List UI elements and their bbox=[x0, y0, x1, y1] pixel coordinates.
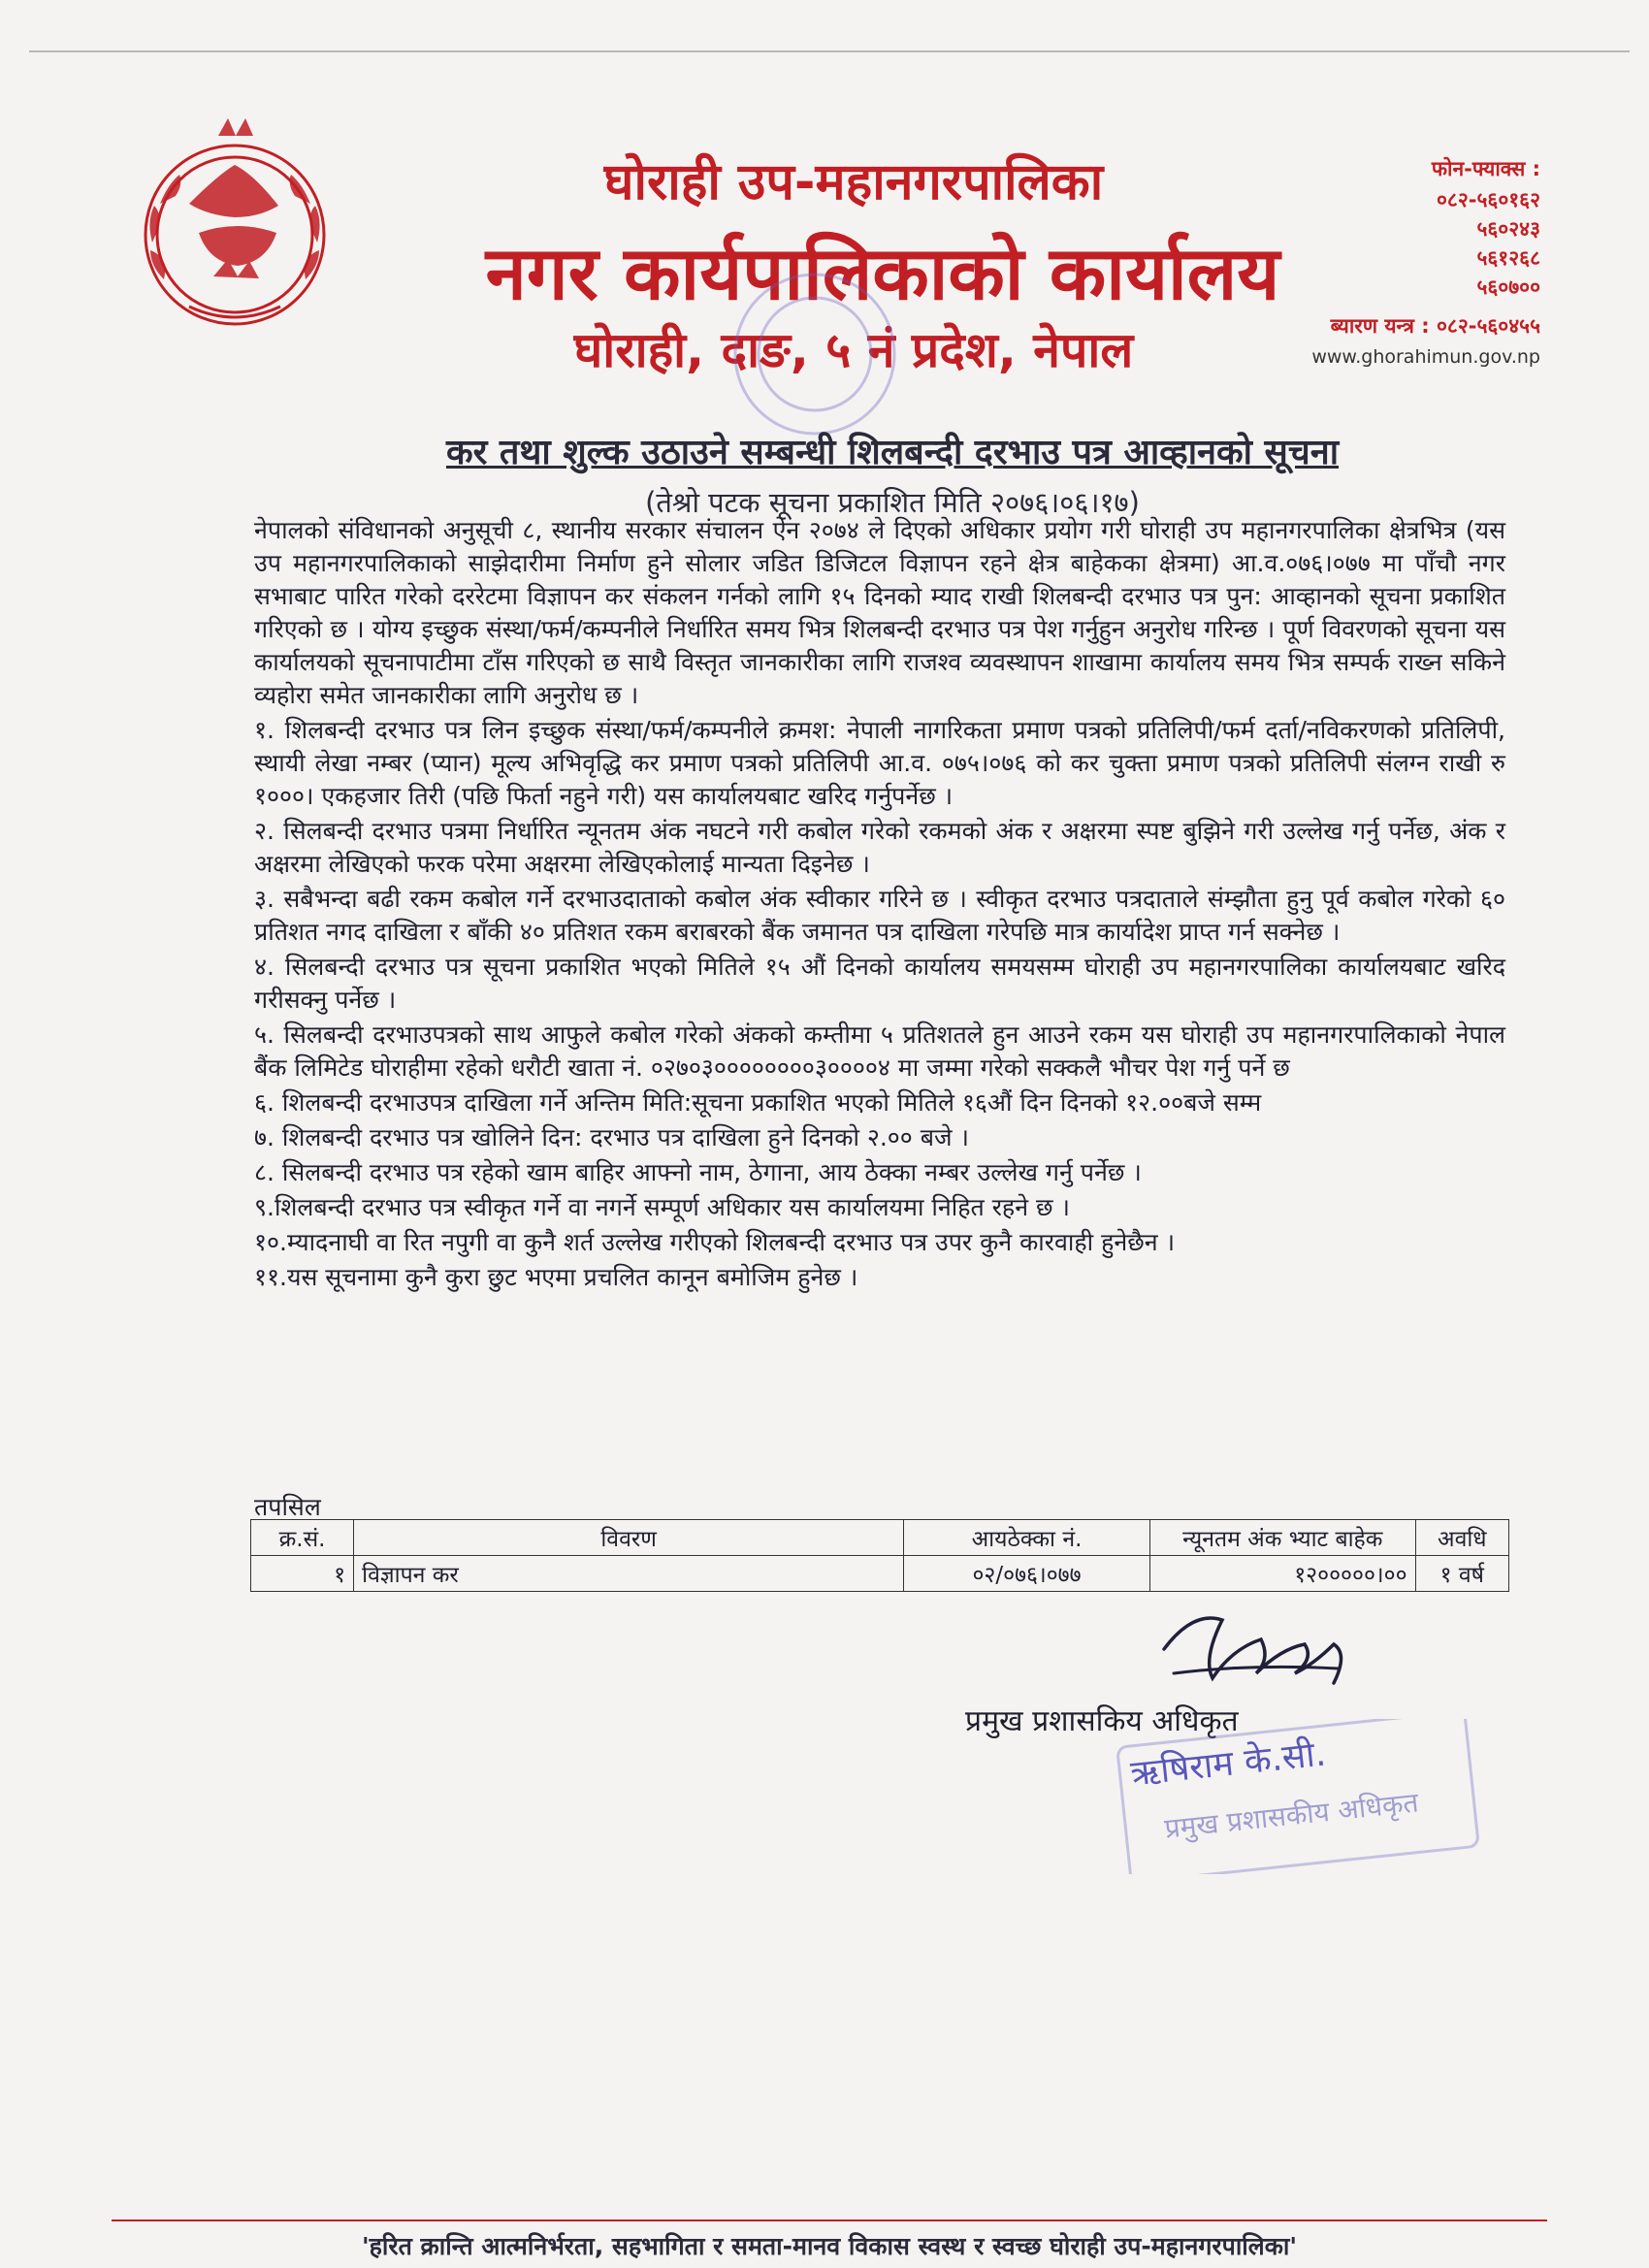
notice-body bbox=[254, 514, 1505, 1294]
office-address: घोराही, दाङ, ५ नं प्रदेश, नेपाल bbox=[573, 322, 1134, 378]
notice-item-7: ७. शिलबन्दी दरभाउ पत्र खोलिने दिन: दरभाउ पत्र दाखिला हुने दिनको २.०० बजे । bbox=[254, 1123, 970, 1151]
schedule-table bbox=[250, 1519, 1509, 1592]
col-description: विवरण bbox=[354, 1520, 904, 1556]
notice-item-2: २. सिलबन्दी दरभाउ पत्रमा निर्धारित न्यूनतम अंक नघटने गरी कबोल गरेको रकमको अंक र अक्षरमा स्पष्ट बुझिने गरी उल्लेख गर्नु पर्नेछ, अंक र अक्षरमा लेखिएको फरक परेमा अक्षरमा लेखिएकोलाई मान्यता दिइनेछ । bbox=[254, 817, 1505, 878]
col-duration: अवधि bbox=[1415, 1520, 1508, 1556]
col-contract-no: आयठेक्का नं. bbox=[904, 1520, 1150, 1556]
cell-description: विज्ञापन कर bbox=[354, 1556, 904, 1592]
stamp-post: प्रमुख प्रशासकीय अधिकृत bbox=[1163, 1786, 1420, 1845]
notice-item-8: ८. सिलबन्दी दरभाउ पत्र रहेको खाम बाहिर आफ्नो नाम, ठेगाना, आय ठेक्का नम्बर उल्लेख गर्नु पर्नेछ । bbox=[254, 1158, 1142, 1186]
stamp-name: ऋषिराम के.सी. bbox=[1128, 1733, 1328, 1795]
signatory-designation: प्रमुख प्रशासकिय अधिकृत bbox=[965, 1704, 1239, 1738]
table-row bbox=[251, 1556, 1509, 1592]
notice-intro: नेपालको संविधानको अनुसूची ८, स्थानीय सरकार संचालन ऐन २०७४ ले दिएको अधिकार प्रयोग गरी घोराही उप महानगरपालिका क्षेत्रभित्र (यस उप महानगरपालिकाको साझेदारीमा निर्माण हुने सोलार जडित डिजिटल विज्ञापन रहने क्षेत्र बाहेकका क्षेत्रमा) आ.व.०७६।०७७ मा पाँचौ नगर सभाबाट पारित गरेको दररेटमा विज्ञापन कर संकलन गर्नको लागि १५ दिनको म्याद राखी शिलबन्दी दरभाउ पत्र पुन: आव्हानको सूचना प्रकाशित गरिएको छ । योग्य इच्छुक संस्था/फर्म/कम्पनीले निर्धारित समय भित्र शिलबन्दी दरभाउ पत्र पेश गर्नुहुन अनुरोध गरिन्छ । पूर्ण विवरणको सूचना यस कार्यालयको सूचनापाटीमा टाँस गरिएको छ साथै विस्तृत जानकारीका लागि राजश्व व्यवस्थापन शाखामा कार्यालय समय भित्र सम्पर्क राख्न सकिने व्यहोरा समेत जानकारीका लागि अनुरोध छ । bbox=[254, 516, 1505, 709]
website-link[interactable]: www.ghorahimun.gov.np bbox=[1311, 346, 1540, 368]
notice-item-10: १०.म्यादनाघी वा रित नपुगी वा कुनै शर्त उल्लेख गरीएको शिलबन्दी दरभाउ पत्र उपर कुनै कारवाही हुनेछैन । bbox=[254, 1228, 1176, 1256]
office-seal-stamp bbox=[718, 257, 912, 451]
col-minimum-amount: न्यूनतम अंक भ्याट बाहेक bbox=[1149, 1520, 1415, 1556]
phone-number-1: ०८२-५६०१६२ bbox=[1437, 188, 1540, 211]
footer-rule bbox=[112, 2219, 1547, 2221]
notice-item-4: ४. सिलबन्दी दरभाउ पत्र सूचना प्रकाशित भएको मितिले १५ औं दिनको कार्यालय समयसम्म घोराही उप महानगरपालिका कार्यालयबाट खरिद गरीसक्नु पर्नेछ । bbox=[254, 953, 1505, 1014]
notice-subtitle: (तेश्रो पटक सूचना प्रकाशित मिति २०७६।०६।१७) bbox=[645, 486, 1140, 519]
phone-number-3: ५६१२६८ bbox=[1476, 246, 1540, 270]
municipality-name: घोराही उप-महानगरपालिका bbox=[603, 153, 1104, 211]
notice-item-9: ९.शिलबन्दी दरभाउ पत्र स्वीकृत गर्ने वा नगर्ने सम्पूर्ण अधिकार यस कार्यालयमा निहित रहने छ । bbox=[254, 1193, 1070, 1221]
phone-number-2: ५६०२४३ bbox=[1476, 217, 1540, 241]
notice-item-3: ३. सबैभन्दा बढी रकम कबोल गर्ने दरभाउदाताको कबोल अंक स्वीकार गरिने छ । स्वीकृत दरभाउ पत्रदाताले संम्झौता हुनु पूर्व कबोल गरेको ६० प्रतिशत नगद दाखिला र बाँकी ४० प्रतिशत रकम बराबरको बैंक जमानत पत्र दाखिला गरेपछि मात्र कार्यादेश प्राप्त गर्न सक्नेछ । bbox=[254, 885, 1505, 946]
notice-item-6: ६. शिलबन्दी दरभाउपत्र दाखिला गर्ने अन्तिम मिति:सूचना प्रकाशित भएको मितिले १६औं दिन दिनको १२.००बजे सम्म bbox=[254, 1088, 1262, 1117]
cell-contract-no: ०२/०७६।०७७ bbox=[904, 1556, 1150, 1592]
office-name: नगर कार्यपालिकाको कार्यालय bbox=[485, 230, 1280, 316]
notice-item-1: १. शिलबन्दी दरभाउ पत्र लिन इच्छुक संस्था/फर्म/कम्पनीले क्रमश: नेपाली नागरिकता प्रमाण पत्रको प्रतिलिपी/फर्म दर्ता/नविकरणको प्रतिलिपी, स्थायी लेखा नम्बर (प्यान) मूल्य अभिवृद्धि कर प्रमाण पत्रको प्रतिलिपी आ.व. ०७५।०७६ को कर चुक्ता प्रमाण पत्रको प्रतिलिपी संलग्न राखी रु १०००। एकहजार तिरी (पछि फिर्ता नहुने गरी) यस कार्यालयबाट खरिद गर्नुपर्नेछ । bbox=[254, 716, 1505, 810]
table-header-row bbox=[251, 1520, 1509, 1556]
footer-slogan: 'हरित क्रान्ति आत्मनिर्भरता, सहभागिता र समता-मानव विकास स्वस्थ र स्वच्छ घोराही उप-महानगरपालिका' bbox=[361, 2232, 1298, 2260]
nepal-government-emblem-icon bbox=[121, 116, 349, 344]
cell-duration: १ वर्ष bbox=[1415, 1556, 1508, 1592]
top-rule bbox=[29, 50, 1630, 52]
schedule-label: तपसिल bbox=[254, 1493, 321, 1521]
cell-serial: १ bbox=[251, 1556, 354, 1592]
cell-minimum-amount: १२०००००।०० bbox=[1149, 1556, 1415, 1592]
notice-title: कर तथा शुल्क उठाउने सम्बन्धी शिलबन्दी दरभाउ पत्र आव्हानको सूचना bbox=[445, 433, 1340, 472]
phone-number-4: ५६०७०० bbox=[1476, 275, 1540, 299]
col-serial: क्र.सं. bbox=[251, 1520, 354, 1556]
phone-label: फोन-फ्याक्स : bbox=[1431, 157, 1540, 180]
notice-item-11: ११.यस सूचनामा कुनै कुरा छुट भएमा प्रचलित कानून बमोजिम हुनेछ । bbox=[254, 1263, 858, 1291]
notice-item-5: ५. सिलबन्दी दरभाउपत्रको साथ आफुले कबोल गरेको अंकको कम्तीमा ५ प्रतिशतले हुन आउने रकम यस घोराही उप महानगरपालिकाको नेपाल बैंक लिमिटेड घोराहीमा रहेको धरौटी खाता नं. ०२७०३००००००००३००००४ मा जम्मा गरेको सक्कलै भौचर पेश गर्नु पर्ने छ bbox=[254, 1021, 1505, 1082]
fax-number: ब्यारण यन्त्र : ०८२-५६०४५५ bbox=[1330, 314, 1540, 338]
